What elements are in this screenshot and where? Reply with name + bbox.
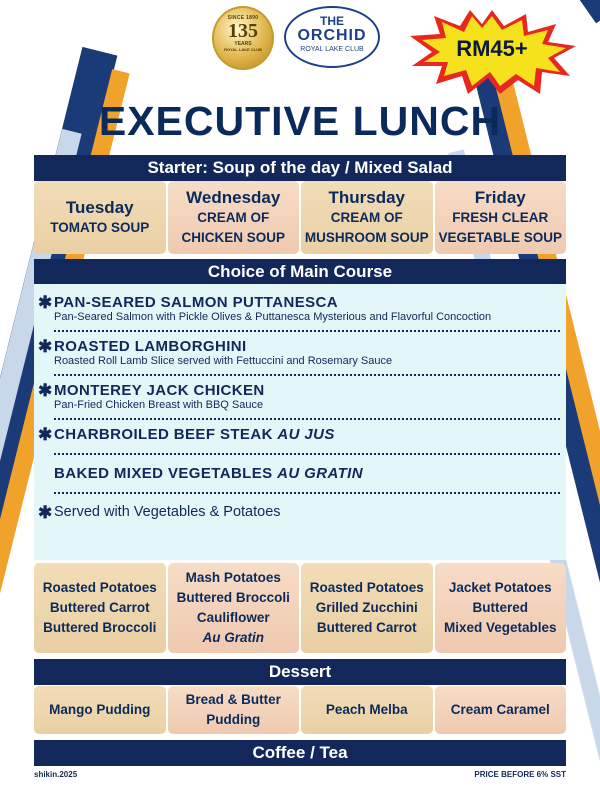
badge-club: ROYAL LAKE CLUB <box>224 47 262 52</box>
dessert-item <box>301 686 433 734</box>
soup-tuesday <box>34 181 166 254</box>
day-name: Tuesday <box>65 197 134 217</box>
dotted-divider <box>54 374 560 376</box>
page-title: EXECUTIVE LUNCH <box>98 98 502 144</box>
logo-orchid-name: ORCHID <box>297 27 367 44</box>
soup-thursday <box>301 181 433 254</box>
logo-the: THE <box>320 14 344 28</box>
dotted-divider <box>54 453 560 455</box>
dish-item <box>38 294 560 324</box>
dotted-divider <box>54 418 560 420</box>
side-line: Jacket Potatoes <box>448 580 552 595</box>
side-line: Roasted Potatoes <box>309 580 424 595</box>
dessert-name: Peach Melba <box>325 702 408 717</box>
soup-name: CHICKEN SOUP <box>181 229 285 245</box>
soup-wednesday <box>168 181 300 254</box>
side-line: Cauliflower <box>196 610 270 625</box>
soup-friday <box>435 181 567 254</box>
side-line: Mash Potatoes <box>185 570 281 585</box>
starter-heading: Starter: Soup of the day / Mixed Salad <box>34 155 566 181</box>
dotted-divider <box>54 492 560 494</box>
dish-name-text: BAKED MIXED VEGETABLES <box>54 465 273 482</box>
side-line-italic: Au Gratin <box>202 630 264 645</box>
served-with-text: Served with Vegetables & Potatoes <box>54 504 281 520</box>
side-option <box>168 563 300 653</box>
side-line: Roasted Potatoes <box>42 580 157 595</box>
badge-since: SINCE 1890 <box>227 15 259 21</box>
soup-name: MUSHROOM SOUP <box>304 229 429 245</box>
dotted-divider <box>54 330 560 332</box>
designer-credit: shikin.2025 <box>34 770 78 779</box>
dessert-name: Mango Pudding <box>49 702 151 717</box>
side-line: Buttered Carrot <box>49 600 150 615</box>
soup-of-day-row <box>34 181 566 254</box>
side-line: Buttered <box>472 600 528 615</box>
dish-item <box>38 426 560 443</box>
dish-item <box>38 338 560 368</box>
dish-item <box>38 382 560 412</box>
dessert-name: Pudding <box>206 712 261 727</box>
dish-name-text: CHARBROILED BEEF STEAK <box>54 426 273 443</box>
dish-name-italic: AU GRATIN <box>277 465 363 482</box>
coffee-tea-heading: Coffee / Tea <box>34 740 566 766</box>
dessert-item <box>168 686 300 734</box>
asterisk-icon: ✱ <box>38 381 53 400</box>
dish-name <box>54 426 560 443</box>
soup-name: VEGETABLE SOUP <box>438 229 563 245</box>
main-course-heading: Choice of Main Course <box>34 259 566 285</box>
logo-subtitle: ROYAL LAKE CLUB <box>300 46 364 53</box>
side-option <box>435 563 567 653</box>
dish-description: Pan-Seared Salmon with Pickle Olives & Puttanesca Mysterious and Flavorful Concoction <box>54 311 492 323</box>
dessert-heading: Dessert <box>34 659 566 685</box>
day-name: Wednesday <box>186 187 281 207</box>
dish-name: MONTEREY JACK CHICKEN <box>54 382 265 399</box>
asterisk-icon: ✱ <box>38 337 53 356</box>
dessert-item <box>34 686 166 734</box>
side-line: Buttered Broccoli <box>43 620 157 635</box>
asterisk-icon: ✱ <box>38 425 53 444</box>
dish-description: Pan-Fried Chicken Breast with BBQ Sauce <box>54 399 264 411</box>
dish-name: ROASTED LAMBORGHINI <box>54 338 247 355</box>
soup-name: CREAM OF <box>330 209 403 225</box>
dish-description: Roasted Roll Lamb Slice served with Fettuccini and Rosemary Sauce <box>54 355 393 367</box>
main-course-list <box>34 284 566 560</box>
side-line: Grilled Zucchini <box>315 600 418 615</box>
asterisk-icon: ✱ <box>38 293 53 312</box>
badge-years: YEARS <box>234 41 252 47</box>
side-option <box>301 563 433 653</box>
dessert-name: Cream Caramel <box>450 702 550 717</box>
side-line: Buttered Broccoli <box>176 590 290 605</box>
anniversary-badge-logo <box>212 6 274 70</box>
side-option <box>34 563 166 653</box>
asterisk-icon: ✱ <box>38 503 53 522</box>
side-line: Buttered Carrot <box>316 620 417 635</box>
dessert-item <box>435 686 567 734</box>
soup-name: TOMATO SOUP <box>50 219 150 235</box>
side-line: Mixed Vegetables <box>443 620 557 635</box>
day-name: Thursday <box>328 187 406 207</box>
price-text: RM45+ <box>456 36 528 61</box>
dish-name <box>54 465 560 482</box>
orchid-club-logo <box>284 6 380 68</box>
day-name: Friday <box>474 187 526 207</box>
dish-item <box>38 465 560 482</box>
soup-name: FRESH CLEAR <box>452 209 549 225</box>
soup-name: CREAM OF <box>197 209 270 225</box>
price-badge <box>408 10 576 94</box>
dish-name-italic: AU JUS <box>277 426 335 443</box>
dish-name: PAN-SEARED SALMON PUTTANESCA <box>54 294 338 311</box>
badge-number: 135 <box>228 20 258 42</box>
price-note: PRICE BEFORE 6% SST <box>474 770 566 779</box>
sides-row <box>34 563 566 653</box>
served-with-line <box>38 504 560 520</box>
dessert-name: Bread & Butter <box>185 692 281 707</box>
dessert-row <box>34 686 566 734</box>
